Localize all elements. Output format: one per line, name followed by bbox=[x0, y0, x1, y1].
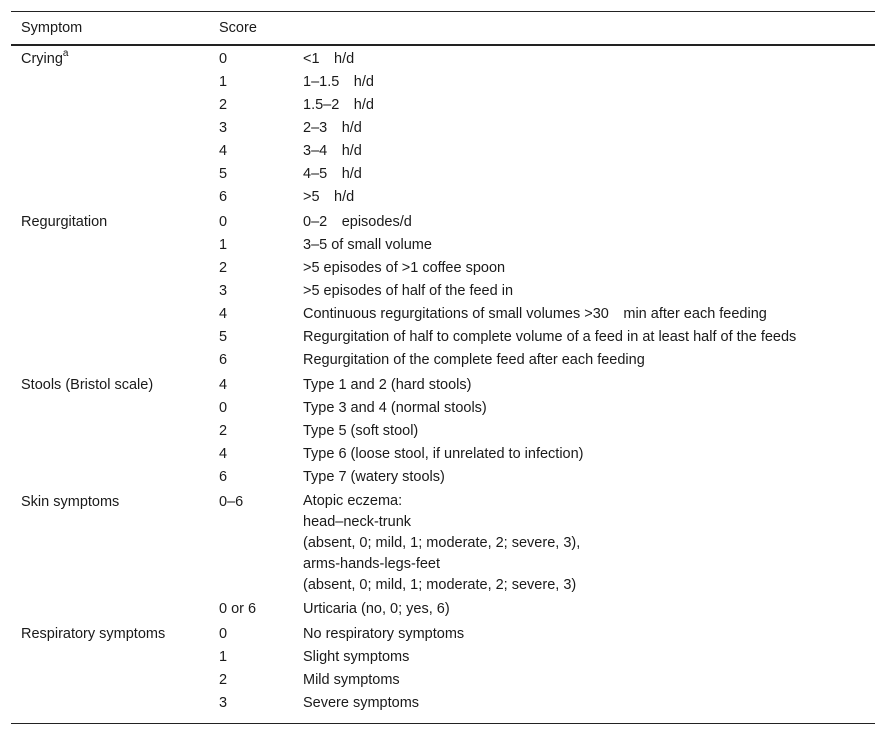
description-line: (absent, 0; mild, 1; moderate, 2; severe, 3) bbox=[303, 577, 577, 593]
score-cell: 5 bbox=[219, 166, 228, 182]
table-row bbox=[11, 209, 875, 234]
description-cell: 0–2 episodes/d bbox=[303, 214, 412, 230]
symptom-cell bbox=[11, 443, 209, 466]
symptom-cell bbox=[11, 186, 209, 209]
score-cell: 0 bbox=[219, 400, 228, 416]
table-row bbox=[11, 349, 875, 372]
table-row bbox=[11, 443, 875, 466]
score-table-container bbox=[11, 11, 875, 724]
description-line: Atopic eczema: bbox=[303, 493, 403, 509]
description-cell: Severe symptoms bbox=[303, 695, 420, 711]
description-cell: No respiratory symptoms bbox=[303, 626, 465, 642]
table-row bbox=[11, 692, 875, 724]
table-row bbox=[11, 420, 875, 443]
symptom-cell bbox=[11, 397, 209, 420]
table-row bbox=[11, 163, 875, 186]
table-row bbox=[11, 466, 875, 489]
score-cell: 0 or 6 bbox=[219, 601, 257, 617]
symptom-cell bbox=[11, 349, 209, 372]
score-cell: 4 bbox=[219, 377, 228, 393]
symptom-cell bbox=[11, 163, 209, 186]
table-row bbox=[11, 397, 875, 420]
table-row bbox=[11, 280, 875, 303]
description-cell: Type 7 (watery stools) bbox=[303, 469, 445, 485]
description-cell: 1.5–2 h/d bbox=[303, 97, 374, 113]
score-cell: 0 bbox=[219, 214, 228, 230]
description-line: arms-hands-legs-feet bbox=[303, 556, 440, 572]
symptom-cell bbox=[11, 598, 209, 621]
score-cell: 4 bbox=[219, 143, 228, 159]
table-row bbox=[11, 94, 875, 117]
symptom-label: Regurgitation bbox=[21, 214, 108, 230]
score-cell: 1 bbox=[219, 74, 228, 90]
description-cell: Type 6 (loose stool, if unrelated to infection) bbox=[303, 446, 584, 462]
score-cell: 3 bbox=[219, 695, 228, 711]
score-cell: 1 bbox=[219, 649, 228, 665]
symptom-cell bbox=[11, 234, 209, 257]
description-cell: >5 h/d bbox=[303, 189, 355, 205]
description-line: (absent, 0; mild, 1; moderate, 2; severe, 3), bbox=[303, 535, 581, 551]
symptom-label: Skin symptoms bbox=[21, 494, 120, 510]
score-cell: 2 bbox=[219, 260, 228, 276]
symptom-cell bbox=[11, 303, 209, 326]
table-header bbox=[11, 12, 875, 46]
table-row bbox=[11, 669, 875, 692]
table-row bbox=[11, 326, 875, 349]
table-row bbox=[11, 186, 875, 209]
symptom-cell bbox=[11, 280, 209, 303]
score-cell: 4 bbox=[219, 446, 228, 462]
symptom-label: Crying bbox=[21, 51, 63, 67]
score-cell: 6 bbox=[219, 189, 228, 205]
description-cell: <1 h/d bbox=[303, 51, 355, 67]
description-cell: Continuous regurgitations of small volumes >30 min after each feeding bbox=[303, 306, 767, 322]
description-cell: 4–5 h/d bbox=[303, 166, 362, 182]
description-cell bbox=[293, 489, 875, 598]
table-row bbox=[11, 598, 875, 621]
header-symptom: Symptom bbox=[21, 20, 83, 36]
table-row bbox=[11, 372, 875, 397]
score-cell: 2 bbox=[219, 423, 228, 439]
score-cell: 0–6 bbox=[219, 494, 244, 510]
description-cell: 1–1.5 h/d bbox=[303, 74, 374, 90]
symptom-cell bbox=[11, 669, 209, 692]
score-cell: 3 bbox=[219, 283, 228, 299]
description-cell: 3–4 h/d bbox=[303, 143, 362, 159]
symptom-cell bbox=[11, 420, 209, 443]
symptom-cell bbox=[11, 372, 209, 397]
symptom-score-table bbox=[11, 11, 875, 724]
symptom-cell bbox=[11, 45, 209, 71]
description-cell: 2–3 h/d bbox=[303, 120, 362, 136]
symptom-label: Stools (Bristol scale) bbox=[21, 377, 154, 393]
table-row bbox=[11, 117, 875, 140]
header-score: Score bbox=[219, 20, 257, 36]
table-body bbox=[11, 45, 875, 724]
symptom-cell bbox=[11, 489, 209, 598]
table-row bbox=[11, 257, 875, 280]
symptom-cell bbox=[11, 466, 209, 489]
description-cell: Mild symptoms bbox=[303, 672, 400, 688]
table-row bbox=[11, 646, 875, 669]
score-cell: 6 bbox=[219, 352, 228, 368]
description-cell: Regurgitation of half to complete volume of a feed in at least half of the feeds bbox=[303, 329, 797, 345]
symptom-cell bbox=[11, 692, 209, 724]
table-row bbox=[11, 140, 875, 163]
description-cell: 3–5 of small volume bbox=[303, 237, 432, 253]
score-cell: 4 bbox=[219, 306, 228, 322]
symptom-cell bbox=[11, 209, 209, 234]
score-cell: 2 bbox=[219, 672, 228, 688]
description-cell: Type 3 and 4 (normal stools) bbox=[303, 400, 487, 416]
symptom-cell bbox=[11, 257, 209, 280]
score-cell: 6 bbox=[219, 469, 228, 485]
description-cell: Type 5 (soft stool) bbox=[303, 423, 419, 439]
table-row bbox=[11, 45, 875, 71]
score-cell: 1 bbox=[219, 237, 228, 253]
description-cell: Regurgitation of the complete feed after each feeding bbox=[303, 352, 645, 368]
description-cell: Type 1 and 2 (hard stools) bbox=[303, 377, 472, 393]
description-line: head–neck-trunk bbox=[303, 514, 412, 530]
symptom-cell bbox=[11, 326, 209, 349]
symptom-cell bbox=[11, 140, 209, 163]
symptom-label: Respiratory symptoms bbox=[21, 626, 166, 642]
symptom-cell bbox=[11, 117, 209, 140]
description-cell: Slight symptoms bbox=[303, 649, 410, 665]
table-row bbox=[11, 621, 875, 646]
symptom-cell bbox=[11, 621, 209, 646]
symptom-cell bbox=[11, 646, 209, 669]
table-row bbox=[11, 71, 875, 94]
symptom-cell bbox=[11, 71, 209, 94]
score-cell: 5 bbox=[219, 329, 228, 345]
score-cell: 0 bbox=[219, 626, 228, 642]
table-row bbox=[11, 303, 875, 326]
score-cell: 0 bbox=[219, 51, 228, 67]
score-cell: 2 bbox=[219, 97, 228, 113]
description-cell: >5 episodes of half of the feed in bbox=[303, 283, 514, 299]
description-cell: >5 episodes of >1 coffee spoon bbox=[303, 260, 506, 276]
footnote-marker: a bbox=[62, 48, 69, 60]
description-cell: Urticaria (no, 0; yes, 6) bbox=[303, 601, 450, 617]
table-row bbox=[11, 234, 875, 257]
symptom-cell bbox=[11, 94, 209, 117]
header-row bbox=[11, 12, 875, 46]
header-description bbox=[293, 12, 875, 46]
score-cell: 3 bbox=[219, 120, 228, 136]
table-row bbox=[11, 489, 875, 598]
